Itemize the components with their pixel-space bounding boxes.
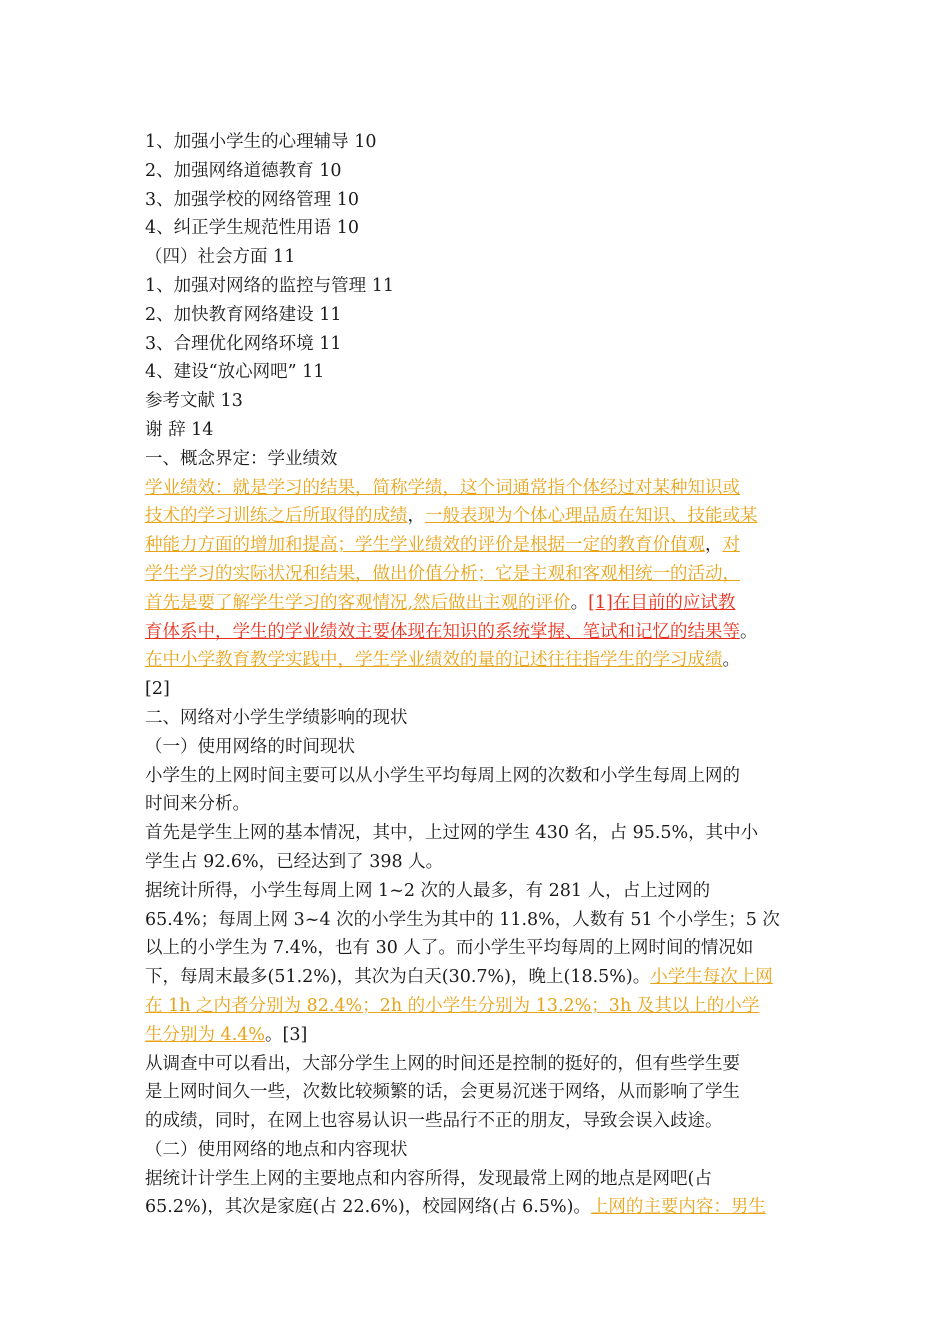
text-run: 学生占 92.6%，已经达到了 398 人。 xyxy=(145,851,444,872)
text-run: 小学生的上网时间主要可以从小学生平均每周上网的次数和小学生每周上网的 xyxy=(145,765,740,786)
text-line xyxy=(145,906,810,935)
text-run: 据统计计学生上网的主要地点和内容所得，发现最常上网的地点是网吧(占 xyxy=(145,1168,712,1189)
text-line xyxy=(145,1050,810,1079)
highlight-yellow: 一般表现为个体心理品质在知识、技能或某 xyxy=(425,506,758,527)
text-run: 的成绩，同时，在网上也容易认识一些品行不正的朋友，导致会误入歧途。 xyxy=(145,1111,723,1132)
toc-item: 谢 辞 14 xyxy=(145,419,214,440)
highlight-yellow: 在 1h 之内者分别为 82.4%；2h 的小学生分别为 13.2%；3h 及其以上的小学 xyxy=(145,995,760,1016)
table-of-contents xyxy=(145,128,810,445)
text-line xyxy=(145,762,810,791)
text-line xyxy=(145,502,810,531)
text-line xyxy=(145,992,810,1021)
toc-item: 参考文献 13 xyxy=(145,391,243,412)
section-heading: 一、概念界定：学业绩效 xyxy=(145,448,338,469)
text-line xyxy=(145,1193,810,1222)
highlight-yellow: 学生学习的实际状况和结果，做出价值分析；它是主观和客观相统一的活动， xyxy=(145,563,740,584)
text-run: 据统计所得，小学生每周上网 1~2 次的人最多，有 281 人，占上过网的 xyxy=(145,880,711,901)
text-line xyxy=(145,474,810,503)
highlight-yellow: 对 xyxy=(722,535,740,556)
text-run: 。 xyxy=(570,592,589,613)
highlight-yellow: 上网的主要内容：男生 xyxy=(590,1197,766,1218)
text-run: [2] xyxy=(145,679,170,700)
toc-item: 1、加强小学生的心理辅导 10 xyxy=(145,132,377,152)
text-line xyxy=(145,560,810,589)
toc-item: 2、加快教育网络建设 11 xyxy=(145,304,342,325)
text-line xyxy=(145,1078,810,1107)
text-line xyxy=(145,877,810,906)
subsection-heading: （二）使用网络的地点和内容现状 xyxy=(145,1139,408,1160)
text-run: 。[3] xyxy=(265,1024,308,1045)
section-heading: 二、网络对小学生学绩影响的现状 xyxy=(145,707,408,728)
document-page xyxy=(145,128,810,1222)
section-2-body xyxy=(145,762,810,1136)
text-run: 时间来分析。 xyxy=(145,794,250,815)
toc-item: （四）社会方面 11 xyxy=(145,247,296,268)
highlight-yellow: 技术的学习训练之后所取得的成绩 xyxy=(145,506,408,527)
text-line xyxy=(145,848,810,877)
text-run: 65.4%；每周上网 3~4 次的小学生为其中的 11.8%，人数有 51 个小学生；5 次 xyxy=(145,909,780,930)
section-1-body xyxy=(145,474,810,704)
text-line xyxy=(145,589,810,618)
text-line xyxy=(145,618,810,647)
text-run: 。 xyxy=(722,650,740,671)
text-run: ， xyxy=(705,535,723,556)
text-run: 从调查中可以看出，大部分学生上网的时间还是控制的挺好的，但有些学生要 xyxy=(145,1053,740,1074)
highlight-yellow: 学业绩效：就是学习的结果，简称学绩，这个词通常指个体经过对某种知识或 xyxy=(145,477,740,498)
toc-item: 4、纠正学生规范性用语 10 xyxy=(145,218,359,239)
text-run: 以上的小学生为 7.4%，也有 30 人了。而小学生平均每周的上网时间的情况如 xyxy=(145,938,754,959)
toc-item: 2、加强网络道德教育 10 xyxy=(145,160,342,181)
subsection-heading: （一）使用网络的时间现状 xyxy=(145,736,355,757)
text-line xyxy=(145,675,810,704)
text-run: 首先是学生上网的基本情况，其中，上过网的学生 430 名，占 95.5%，其中小 xyxy=(145,823,759,844)
text-line xyxy=(145,531,810,560)
highlight-yellow: 生分别为 4.4% xyxy=(145,1024,266,1045)
toc-item: 1、加强对网络的监控与管理 11 xyxy=(145,275,394,296)
text-line xyxy=(145,1165,810,1194)
toc-item: 3、加强学校的网络管理 10 xyxy=(145,189,359,210)
highlight-yellow: 种能力方面的增加和提高；学生学业绩效的评价是根据一定的教育价值观 xyxy=(145,535,705,556)
text-line xyxy=(145,819,810,848)
toc-item: 4、建设“放心网吧” 11 xyxy=(145,362,325,383)
highlight-yellow: 首先是要了解学生学习的客观情况,然后做出主观的评价 xyxy=(145,592,571,613)
highlight-yellow: 小学生每次上网 xyxy=(650,967,773,988)
text-run: 是上网时间久一些，次数比较频繁的话，会更易沉迷于网络，从而影响了学生 xyxy=(145,1082,740,1103)
highlight-yellow: 在中小学教育教学实践中，学生学业绩效的量的记述往往指学生的学习成绩 xyxy=(145,650,723,671)
text-run: 下，每周末最多(51.2%)，其次为白天(30.7%)，晚上(18.5%)。 xyxy=(145,967,651,988)
text-line xyxy=(145,1021,810,1050)
highlight-red: [1]在目前的应试教 xyxy=(588,592,736,613)
text-run: ， xyxy=(407,506,425,527)
toc-item: 3、合理优化网络环境 11 xyxy=(145,333,342,354)
section-2-body-cont xyxy=(145,1165,810,1223)
text-line xyxy=(145,790,810,819)
text-line xyxy=(145,934,810,963)
text-run: 。 xyxy=(740,621,758,642)
text-line xyxy=(145,646,810,675)
text-run: 65.2%)，其次是家庭(占 22.6%)，校园网络(占 6.5%)。 xyxy=(145,1197,591,1218)
text-line xyxy=(145,1107,810,1136)
highlight-red: 育体系中，学生的学业绩效主要体现在知识的系统掌握、笔试和记忆的结果等 xyxy=(145,621,740,642)
text-line xyxy=(145,963,810,992)
